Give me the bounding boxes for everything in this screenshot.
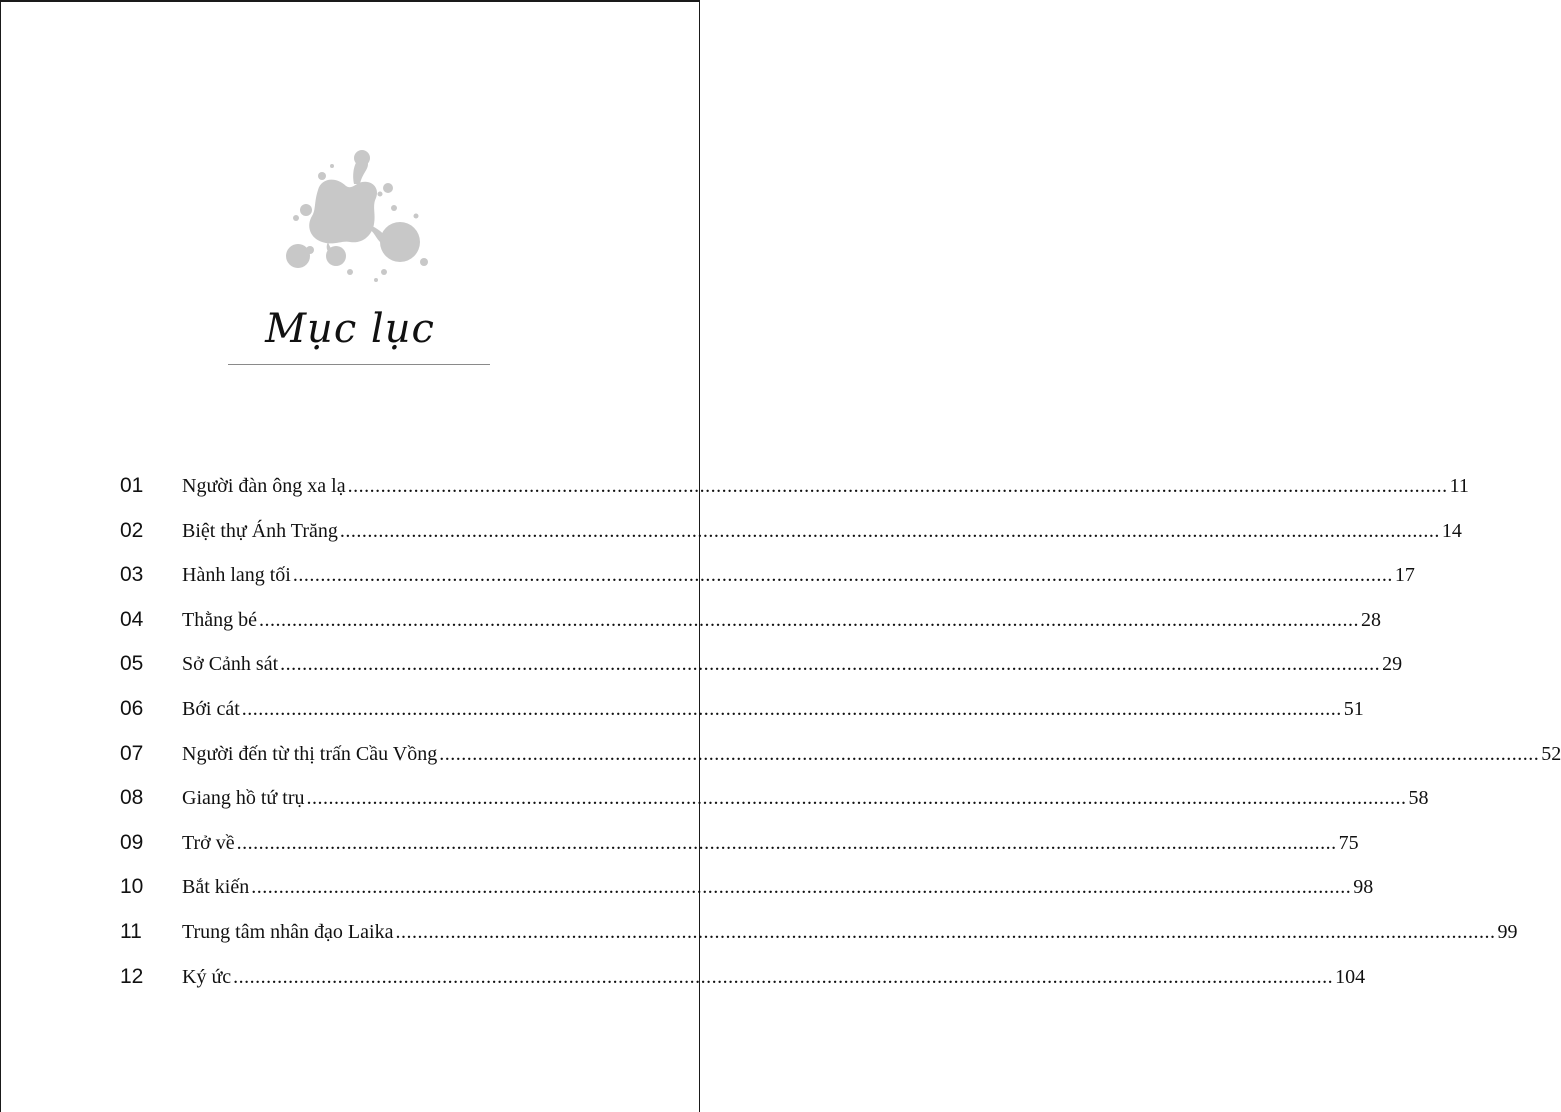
toc-entry[interactable] <box>120 875 1374 920</box>
toc-entry-title: Ký ức <box>182 965 232 988</box>
toc-leader-dots: ........................................................................................................................................................................................................ <box>258 608 1359 631</box>
toc-entry[interactable] <box>120 741 1561 787</box>
toc-entry-number: 10 <box>120 875 144 899</box>
toc-leader-dots: ........................................................................................................................................................................................................ <box>292 564 1393 587</box>
title-divider <box>228 364 490 365</box>
toc-entry[interactable] <box>120 518 1462 564</box>
toc-entry-number: 07 <box>120 741 144 765</box>
toc-leader-dots: ........................................................................................................................................................................................................ <box>251 876 1352 899</box>
toc-entry-page: 17 <box>1394 564 1415 587</box>
toc-entry-title: Thằng bé <box>182 608 257 631</box>
toc-entry-page: 29 <box>1382 653 1403 676</box>
toc-leader-dots: ........................................................................................................................................................................................................ <box>241 697 1342 720</box>
toc-entry-number: 03 <box>120 563 144 587</box>
toc-entry-number: 02 <box>120 518 144 542</box>
toc-entry-title: Giang hồ tứ trụ <box>182 787 305 810</box>
toc-entry-number: 01 <box>120 474 144 497</box>
toc-entry-number: 11 <box>120 919 142 943</box>
toc-entry[interactable] <box>120 563 1415 608</box>
toc-entry-title: Trở về <box>182 831 235 854</box>
toc-entry[interactable] <box>120 607 1381 653</box>
ink-splash-icon <box>276 146 436 286</box>
toc-entry-page: 58 <box>1408 787 1429 810</box>
toc-leader-dots: ........................................................................................................................................................................................................ <box>236 831 1337 854</box>
toc-entry-title: Bới cát <box>182 697 240 720</box>
toc-entry[interactable] <box>120 830 1359 876</box>
toc-leader-dots: ........................................................................................................................................................................................................ <box>347 475 1448 497</box>
toc-entry-page: 99 <box>1497 920 1518 943</box>
toc-entry-title: Biệt thự Ánh Trăng <box>182 519 338 542</box>
toc-leader-dots: ........................................................................................................................................................................................................ <box>280 653 1381 676</box>
toc-entry-page: 98 <box>1353 876 1374 899</box>
toc-entry-page: 28 <box>1360 608 1381 631</box>
toc-entry-page: 75 <box>1338 831 1359 854</box>
toc-entry[interactable] <box>120 919 1518 965</box>
toc-leader-dots: ........................................................................................................................................................................................................ <box>233 965 1334 988</box>
toc-entry[interactable] <box>120 474 1469 519</box>
toc-entry-page: 52 <box>1541 742 1561 765</box>
toc-entry-number: 09 <box>120 830 144 854</box>
toc-entry[interactable] <box>120 964 1366 1010</box>
toc-leader-dots: ........................................................................................................................................................................................................ <box>395 920 1496 943</box>
toc-entry-page: 104 <box>1335 965 1366 988</box>
toc-leader-dots: ........................................................................................................................................................................................................ <box>439 742 1540 765</box>
toc-entry[interactable] <box>120 696 1364 742</box>
toc-leader-dots: ........................................................................................................................................................................................................ <box>306 787 1407 810</box>
toc-entry-number: 05 <box>120 652 144 676</box>
toc-entry[interactable] <box>120 652 1403 697</box>
toc-entry-number: 06 <box>120 696 144 720</box>
table-of-contents <box>120 474 1561 1009</box>
toc-leader-dots: ........................................................................................................................................................................................................ <box>339 519 1440 542</box>
toc-entry-title: Người đến từ thị trấn Cầu Vồng <box>182 742 438 765</box>
page-title: Mục lục <box>265 306 435 352</box>
toc-entry-title: Người đàn ông xa lạ <box>182 475 346 497</box>
toc-entry-title: Trung tâm nhân đạo Laika <box>182 920 394 943</box>
toc-entry-title: Bắt kiến <box>182 876 250 899</box>
toc-entry[interactable] <box>120 786 1429 831</box>
toc-entry-number: 04 <box>120 607 144 631</box>
toc-entry-title: Hành lang tối <box>182 564 291 587</box>
toc-entry-number: 08 <box>120 786 144 810</box>
toc-entry-page: 51 <box>1343 697 1364 720</box>
toc-entry-number: 12 <box>120 964 144 988</box>
toc-entry-title: Sở Cảnh sát <box>182 653 279 676</box>
toc-entry-page: 14 <box>1441 519 1462 542</box>
toc-entry-page: 11 <box>1449 475 1469 497</box>
